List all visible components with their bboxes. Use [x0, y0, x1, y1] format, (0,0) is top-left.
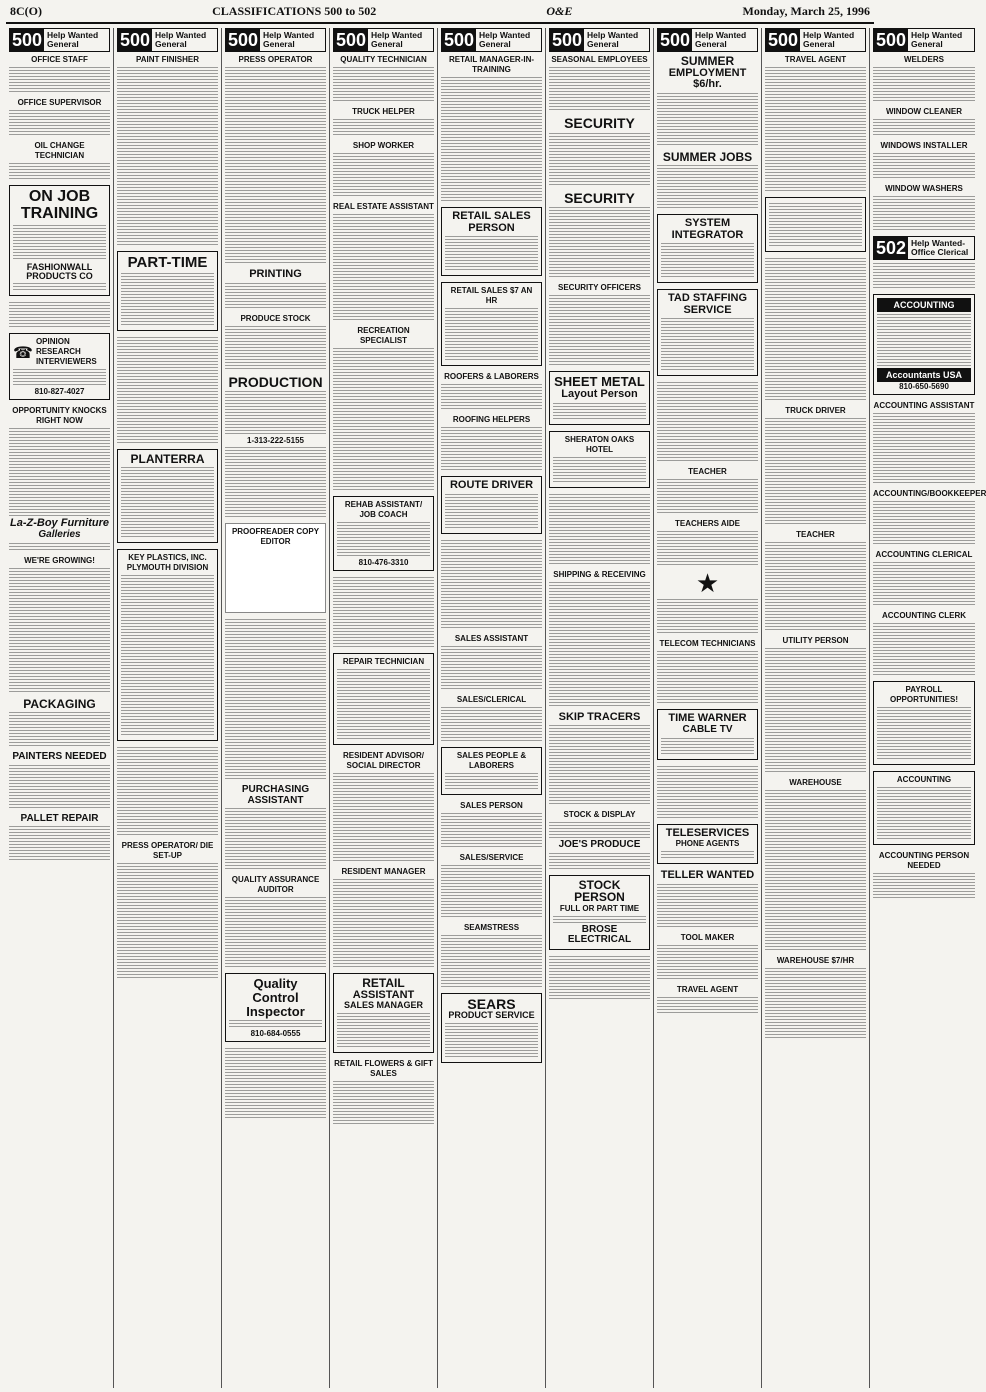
ad-office-staff[interactable]: OFFICE STAFF — [9, 55, 110, 92]
ad-sales-clerical[interactable]: SALES/CLERICAL — [441, 695, 542, 741]
ad-key-plastics[interactable]: KEY PLASTICS, INC. PLYMOUTH DIVISION — [117, 549, 218, 741]
ad-teacher[interactable]: TEACHER — [657, 467, 758, 513]
ad-filler[interactable] — [549, 494, 650, 564]
ad-filler[interactable] — [873, 263, 975, 288]
ad-real-estate[interactable]: REAL ESTATE ASSISTANT — [333, 202, 434, 320]
ad-roofing-helpers[interactable]: ROOFING HELPERS — [441, 415, 542, 470]
ad-tool-maker[interactable]: TOOL MAKER — [657, 933, 758, 979]
ad-recreation[interactable]: RECREATION SPECIALIST — [333, 326, 434, 490]
ad-telecom[interactable]: TELECOM TECHNICIANS — [657, 639, 758, 703]
ad-teacher[interactable]: TEACHER — [765, 530, 866, 630]
ad-sears[interactable]: SEARS PRODUCT SERVICE — [441, 993, 542, 1063]
ad-windows-installer[interactable]: WINDOWS INSTALLER — [873, 141, 975, 178]
ad-filler[interactable] — [225, 619, 326, 779]
column-1 — [6, 28, 114, 1388]
ad-roofers[interactable]: ROOFERS & LABORERS — [441, 372, 542, 409]
ad-filler[interactable] — [657, 766, 758, 818]
ad-office-supervisor[interactable]: OFFICE SUPERVISOR — [9, 98, 110, 135]
ad-tad-staffing[interactable]: TAD STAFFING SERVICE — [657, 289, 758, 376]
ad-quality-technician[interactable]: QUALITY TECHNICIAN — [333, 55, 434, 101]
classifications-label: CLASSIFICATIONS 500 to 502 — [212, 4, 377, 18]
ad-welders[interactable]: WELDERS — [873, 55, 975, 101]
ad-shop-worker[interactable]: SHOP WORKER — [333, 141, 434, 196]
ad-retail-sales-person[interactable]: RETAIL SALES PERSON — [441, 207, 542, 276]
ad-filler[interactable] — [549, 956, 650, 999]
ad-travel-logo[interactable] — [765, 197, 866, 252]
section-header: 500 Help Wanted General — [117, 28, 218, 52]
ad-sales-people[interactable]: SALES PEOPLE & LABORERS — [441, 747, 542, 795]
ad-sales-assistant[interactable]: SALES ASSISTANT — [441, 634, 542, 689]
ad-teleservices[interactable]: TELESERVICES PHONE AGENTS — [657, 824, 758, 865]
ad-travel-agent[interactable]: TRAVEL AGENT — [657, 985, 758, 1013]
ad-truck-driver[interactable]: TRUCK DRIVER — [765, 406, 866, 524]
ad-filler[interactable] — [657, 382, 758, 461]
ad-time-warner[interactable]: TIME WARNER CABLE TV — [657, 709, 758, 759]
ad-quality-assurance[interactable]: QUALITY ASSURANCE AUDITOR — [225, 875, 326, 967]
ad-teachers-aide[interactable]: TEACHERS AIDE — [657, 519, 758, 565]
ad-retail-manager[interactable]: RETAIL MANAGER-IN-TRAINING — [441, 55, 542, 201]
ad-route-driver[interactable]: ROUTE DRIVER — [441, 476, 542, 534]
masthead — [6, 4, 874, 24]
ad-filler[interactable] — [441, 540, 542, 628]
ad-paint-finisher[interactable]: PAINT FINISHER — [117, 55, 218, 245]
ad-seasonal[interactable]: SEASONAL EMPLOYEES — [549, 55, 650, 110]
section-header: 500 Help Wanted General — [441, 28, 542, 52]
page-number: 8C(O) — [10, 4, 42, 18]
ad-accounting-person[interactable]: ACCOUNTING PERSON NEEDED — [873, 851, 975, 898]
ad-production[interactable]: PRODUCTION 1-313-222-5155 — [225, 375, 326, 518]
ad-repair-technician[interactable]: REPAIR TECHNICIAN — [333, 653, 434, 745]
ad-filler[interactable] — [765, 258, 866, 400]
section-header: 500 Help Wanted General — [225, 28, 326, 52]
ad-skip-tracers[interactable]: SKIP TRACERS — [549, 712, 650, 805]
ad-quality-control[interactable]: Quality Control Inspector 810-684-0555 — [225, 973, 326, 1042]
ad-painters[interactable]: PAINTERS NEEDED — [9, 752, 110, 808]
ad-sheet-metal[interactable]: SHEET METAL Layout Person — [549, 371, 650, 424]
ad-security-2[interactable]: SECURITY — [549, 191, 650, 278]
ad-accounting-bookkeeper[interactable]: ACCOUNTING/BOOKKEEPER — [873, 489, 975, 544]
ad-growing[interactable]: WE'RE GROWING! — [9, 556, 110, 692]
ad-oil-change[interactable]: OIL CHANGE TECHNICIAN — [9, 141, 110, 179]
ad-rehab[interactable]: REHAB ASSISTANT/ JOB COACH 810-476-3310 — [333, 496, 434, 571]
ad-payroll[interactable]: PAYROLL OPPORTUNITIES! — [873, 681, 975, 765]
ad-on-job-training[interactable]: ON JOB TRAINING FASHIONWALL PRODUCTS CO — [9, 185, 110, 296]
ad-planterra[interactable]: PLANTERRA — [117, 449, 218, 544]
column-2 — [114, 28, 222, 1388]
column-5 — [438, 28, 546, 1388]
ad-stock-person[interactable]: STOCK PERSON FULL OR PART TIME BROSE ELECTRICAL — [549, 875, 650, 950]
ad-press-operator[interactable]: PRESS OPERATOR — [225, 55, 326, 263]
ad-filler[interactable] — [117, 747, 218, 835]
ad-shipping[interactable]: SHIPPING & RECEIVING — [549, 570, 650, 706]
ad-summer-employment[interactable]: SUMMER EMPLOYMENT $6/hr. — [657, 55, 758, 145]
ad-security-officers[interactable]: SECURITY OFFICERS — [549, 283, 650, 365]
ad-teller[interactable]: TELLER WANTED — [657, 870, 758, 927]
ad-travel-agent[interactable]: TRAVEL AGENT — [765, 55, 866, 191]
ad-filler[interactable] — [117, 337, 218, 443]
column-7 — [654, 28, 762, 1388]
ad-utility-person[interactable]: UTILITY PERSON — [765, 636, 866, 772]
ad-pallet-repair[interactable]: PALLET REPAIR — [9, 814, 110, 861]
ad-part-time[interactable]: PART-TIME — [117, 251, 218, 331]
section-header: 500 Help Wanted General — [765, 28, 866, 52]
ad-retail-sales-7hr[interactable]: RETAIL SALES $7 AN HR — [441, 282, 542, 366]
ad-opinion-research[interactable]: ☎ OPINION RESEARCH INTERVIEWERS 810-827-4027 — [9, 333, 110, 400]
column-9 — [870, 28, 986, 1388]
ad-filler[interactable] — [225, 1048, 326, 1118]
section-header: 500 Help Wanted General — [657, 28, 758, 52]
ad-security[interactable]: SECURITY — [549, 116, 650, 185]
section-header-502: 502 Help Wanted- Office Clerical — [873, 236, 975, 260]
section-header: 500 Help Wanted General — [9, 28, 110, 52]
ad-columns — [6, 28, 986, 1388]
ad-accounting-clerical[interactable]: ACCOUNTING CLERICAL — [873, 550, 975, 605]
ad-sales-service[interactable]: SALES/SERVICE — [441, 853, 542, 917]
section-header: 500 Help Wanted General — [873, 28, 975, 52]
ad-star[interactable] — [657, 571, 758, 633]
paper-name: O&E — [546, 4, 573, 18]
ad-retail-flowers[interactable]: RETAIL FLOWERS & GIFT SALES — [333, 1059, 434, 1124]
ad-warehouse-7hr[interactable]: WAREHOUSE $7/HR — [765, 956, 866, 1038]
ad-printing[interactable]: PRINTING — [225, 269, 326, 308]
ad-window-washers[interactable]: WINDOW WASHERS — [873, 184, 975, 230]
ad-press-operator-setup[interactable]: PRESS OPERATOR/ DIE SET-UP — [117, 841, 218, 978]
ad-sheraton[interactable]: SHERATON OAKS HOTEL — [549, 431, 650, 488]
ad-sales-person[interactable]: SALES PERSON — [441, 801, 542, 847]
ad-filler[interactable] — [9, 302, 110, 327]
ad-warehouse[interactable]: WAREHOUSE — [765, 778, 866, 950]
column-4 — [330, 28, 438, 1388]
ad-proofreader[interactable]: PROOFREADER COPY EDITOR — [225, 523, 326, 613]
column-6 — [546, 28, 654, 1388]
ad-resident-advisor[interactable]: RESIDENT ADVISOR/ SOCIAL DIRECTOR — [333, 751, 434, 861]
ad-produce-stock[interactable]: PRODUCE STOCK — [225, 314, 326, 369]
column-3 — [222, 28, 330, 1388]
ad-purchasing[interactable]: PURCHASING ASSISTANT — [225, 785, 326, 869]
ad-accountants-usa[interactable]: ACCOUNTING Accountants USA 810-650-5690 — [873, 294, 975, 395]
ad-summer-jobs[interactable]: SUMMER JOBS — [657, 151, 758, 209]
ad-accounting[interactable]: ACCOUNTING — [873, 771, 975, 845]
ad-packaging[interactable]: PACKAGING — [9, 698, 110, 747]
star-icon: ★ — [695, 569, 720, 600]
ad-retail-assistant[interactable]: RETAIL ASSISTANT SALES MANAGER — [333, 973, 434, 1053]
ad-accounting-clerk[interactable]: ACCOUNTING CLERK — [873, 611, 975, 675]
ad-resident-manager[interactable]: RESIDENT MANAGER — [333, 867, 434, 967]
section-header: 500 Help Wanted General — [333, 28, 434, 52]
section-header: 500 Help Wanted General — [549, 28, 650, 52]
ad-opportunity[interactable]: OPPORTUNITY KNOCKS RIGHT NOW La-Z-Boy Furniture Galleries — [9, 406, 110, 549]
issue-date: Monday, March 25, 1996 — [742, 4, 870, 18]
ad-window-cleaner[interactable]: WINDOW CLEANER — [873, 107, 975, 135]
ad-filler[interactable] — [333, 577, 434, 647]
ad-truck-helper[interactable]: TRUCK HELPER — [333, 107, 434, 135]
column-8 — [762, 28, 870, 1388]
ad-seamstress[interactable]: SEAMSTRESS — [441, 923, 542, 987]
ad-accounting-assistant[interactable]: ACCOUNTING ASSISTANT — [873, 401, 975, 483]
ad-stock-display[interactable]: STOCK & DISPLAY JOE'S PRODUCE — [549, 810, 650, 869]
phone-icon: ☎ — [13, 342, 33, 362]
ad-system-integrator[interactable]: SYSTEM INTEGRATOR — [657, 214, 758, 283]
